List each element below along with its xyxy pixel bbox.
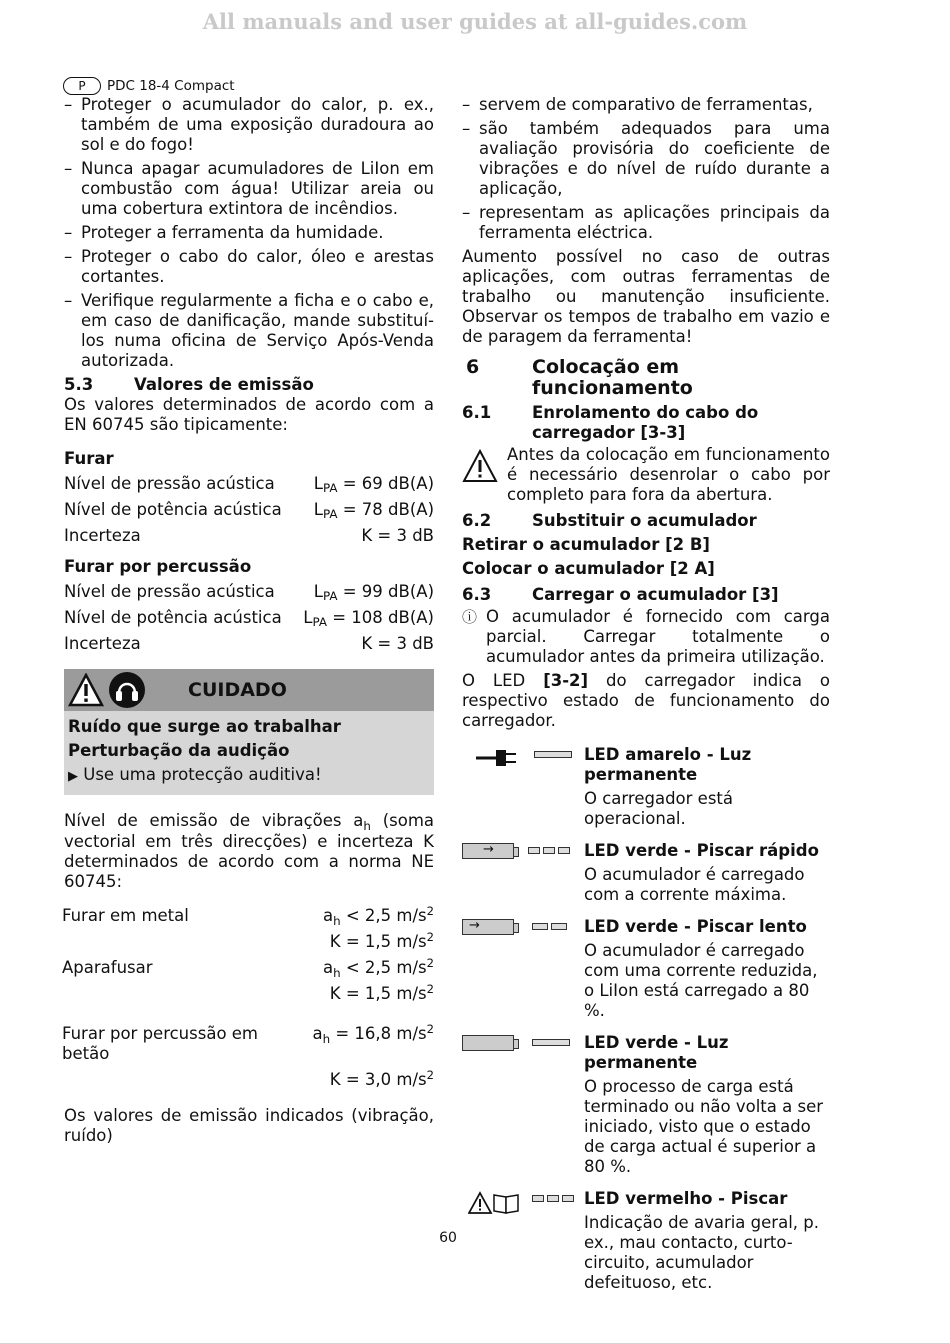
led-indicator — [462, 841, 584, 905]
table-row — [64, 471, 434, 497]
row-value: K = 3 dB — [361, 634, 434, 653]
vibration-table — [62, 906, 434, 1100]
percussao-heading: Furar por percussão — [64, 557, 252, 576]
aumento-paragraph: Aumento possível no caso de outras aplicações, com outras ferramentas de trabalho ou manutenção insuficiente. Observar os tempos de trabalho em vazio e de paragem da ferramenta! — [462, 247, 830, 346]
led-pattern-slow — [532, 923, 567, 930]
led-description: Indicação de avaria geral, p. ex., mau contacto, curto-circuito, acumulador defeituoso, etc. — [584, 1213, 819, 1292]
row-value: $L_{PA} = 69$ dB(A) — [313, 473, 434, 496]
led-intro: O LED [3-2] do carregador indica o respectivo estado de funcionamento do carregador. — [462, 671, 830, 730]
table-row — [62, 984, 434, 1024]
section-6-3-heading — [462, 585, 830, 605]
watermark: All manuals and user guides at all-guides.com — [202, 9, 748, 34]
cable-warning — [462, 445, 830, 505]
led-row-green-fast — [462, 841, 830, 905]
table-row — [64, 497, 434, 523]
list-item: – Verifique regularmente a ficha e o cabo e, em caso de danificação, mande substituí-los numa oficina de Serviço Após-Venda autorizada. — [64, 291, 434, 371]
list-item: – servem de comparativo de ferramentas, — [462, 95, 830, 115]
led-indicator — [462, 917, 584, 1021]
row-label: Furar em metal — [62, 906, 189, 925]
row-value: K = 3,0 $m/s^2$ — [329, 1068, 434, 1089]
row-value: $L_{PA} = 99$ dB(A) — [313, 581, 434, 604]
page-header — [63, 76, 235, 96]
note-text: O acumulador é fornecido com carga parcial. Carregar totalmente o acumulador antes da primeira utilização. — [486, 607, 830, 666]
table-row — [64, 523, 434, 549]
battery-full-icon — [462, 1035, 514, 1051]
row-value: K = 1,5 $m/s^2$ — [329, 982, 434, 1003]
section-title: Colocação em funcionamento — [532, 356, 693, 399]
table-row — [64, 579, 434, 605]
section-title: Carregar o acumulador [3] — [532, 585, 779, 604]
table-row — [64, 605, 434, 631]
caution-action: ▶ Use uma protecção auditiva! — [68, 765, 322, 784]
row-value: $L_{PA} = 108$ dB(A) — [303, 607, 434, 630]
table-row — [62, 1024, 434, 1070]
page-number: 60 — [439, 1230, 457, 1246]
model-name: PDC 18-4 Compact — [107, 78, 235, 94]
caution-line: Ruído que surge ao trabalhar — [68, 717, 341, 736]
table-row — [62, 958, 434, 984]
list-item: – Proteger o acumulador do calor, p. ex., também de uma exposição duradoura ao sol e do fogo! — [64, 95, 434, 155]
row-label: Nível de potência acústica — [64, 608, 282, 627]
right-column — [462, 95, 830, 1293]
caution-box — [64, 669, 434, 795]
vibration-intro: Nível de emissão de vibrações $a_h$ (soma vectorial em três direcções) e incerteza K determinados de acordo com a norma NE 60745: — [64, 811, 435, 891]
section-6-2-heading — [462, 511, 830, 531]
led-heading: LED verde - Piscar rápido — [584, 841, 819, 860]
led-description: O acumulador é carregado com a corrente máxima. — [584, 865, 805, 904]
row-value: K = 1,5 $m/s^2$ — [329, 930, 434, 951]
section-title: Valores de emissão — [134, 375, 314, 394]
battery-charging-icon: → — [462, 843, 514, 859]
battery-charging-icon: → — [462, 919, 514, 935]
led-row-green-steady — [462, 1033, 830, 1177]
led-pattern-fast — [528, 847, 570, 854]
led-indicator — [462, 1033, 584, 1177]
section-title: Enrolamento do cabo do carregador [3-3] — [532, 403, 759, 442]
row-label: Nível de pressão acústica — [64, 474, 275, 493]
led-heading: LED verde - Piscar lento — [584, 917, 807, 936]
list-item: – são também adequados para uma avaliação provisória do coeficiente de vibrações e do nível de ruído durante a aplicação, — [462, 119, 830, 199]
list-item: – Proteger a ferramenta da humidade. — [64, 223, 434, 243]
caution-line: Perturbação da audição — [68, 741, 290, 760]
section-6-heading — [462, 357, 830, 399]
list-item: – Proteger o cabo do calor, óleo e arestas cortantes. — [64, 247, 434, 287]
warning-triangle-icon — [462, 449, 502, 483]
row-value: $a_h < 2,5$ $m/s^2$ — [322, 956, 434, 980]
caution-body — [64, 711, 434, 795]
caution-title: CUIDADO — [188, 679, 287, 701]
led-heading: LED verde - Luz permanente — [584, 1033, 729, 1072]
section-number: 6 — [466, 356, 480, 378]
caution-header — [64, 669, 434, 711]
led-row-yellow — [462, 745, 830, 829]
row-label: Nível de potência acústica — [64, 500, 282, 519]
row-label: Incerteza — [64, 526, 141, 545]
section-number: 5.3 — [64, 375, 94, 394]
warning-text: Antes da colocação em funcionamento é necessário desenrolar o cabo por completo para fora da abertura. — [507, 445, 830, 504]
emission-closing: Os valores de emissão indicados (vibração, ruído) — [64, 1106, 434, 1145]
safety-list — [64, 95, 434, 371]
list-item: – representam as aplicações principais da ferramenta eléctrica. — [462, 203, 830, 243]
usage-list — [462, 95, 830, 243]
section-number: 6.3 — [462, 585, 492, 604]
plug-icon — [462, 747, 524, 769]
row-label: Furar por percussão em betão — [62, 1024, 259, 1063]
row-value: $a_h = 16,8$ $m/s^2$ — [312, 1022, 434, 1046]
warning-manual-icon — [468, 1191, 524, 1215]
table-row — [62, 906, 434, 932]
led-heading: LED amarelo - Luz permanente — [584, 745, 752, 784]
left-column — [64, 95, 434, 1146]
section-title: Substituir o acumulador — [532, 511, 757, 530]
section-number: 6.1 — [462, 403, 492, 422]
emission-intro: Os valores determinados de acordo com a EN 60745 são tipicamente: — [64, 395, 434, 434]
row-value: $L_{PA} = 78$ dB(A) — [313, 499, 434, 522]
led-indicator — [462, 745, 584, 829]
row-label: Aparafusar — [62, 958, 153, 977]
row-value: K = 3 dB — [361, 526, 434, 545]
ear-protection-icon — [108, 671, 146, 709]
led-description: O acumulador é carregado com uma corrente reduzida, o LiIon está carregado a 80 %. — [584, 941, 818, 1020]
led-heading: LED vermelho - Piscar — [584, 1189, 788, 1208]
arrow-right-icon: ▶ — [68, 769, 78, 784]
led-description: O processo de carga está terminado ou não volta a ser iniciado, visto que o estado de carga actual é superior a 80 %. — [584, 1077, 824, 1176]
language-badge: P — [63, 77, 101, 95]
led-row-green-slow — [462, 917, 830, 1021]
led-pattern-blink — [532, 1195, 574, 1202]
section-number: 6.2 — [462, 511, 492, 530]
row-value: $a_h < 2,5$ $m/s^2$ — [322, 904, 434, 928]
row-label: Incerteza — [64, 634, 141, 653]
charging-note — [462, 607, 830, 667]
insert-battery-heading: Colocar o acumulador [2 A] — [462, 559, 715, 578]
table-row — [62, 932, 434, 958]
led-description: O carregador está operacional. — [584, 789, 733, 828]
section-6-1-heading — [462, 403, 830, 443]
led-pattern-steady — [532, 1039, 570, 1046]
table-row — [64, 631, 434, 657]
warning-triangle-icon — [68, 673, 104, 707]
remove-battery-heading: Retirar o acumulador [2 B] — [462, 535, 710, 554]
table-row — [62, 1070, 434, 1100]
row-label: Nível de pressão acústica — [64, 582, 275, 601]
furar-heading: Furar — [64, 449, 114, 468]
list-item: – Nunca apagar acumuladores de LiIon em combustão com água! Utilizar areia ou uma cobertura extintora de incêndios. — [64, 159, 434, 219]
led-pattern-steady — [534, 751, 572, 758]
section-5-3-heading — [64, 375, 434, 395]
info-icon: ⓘ — [462, 608, 478, 626]
